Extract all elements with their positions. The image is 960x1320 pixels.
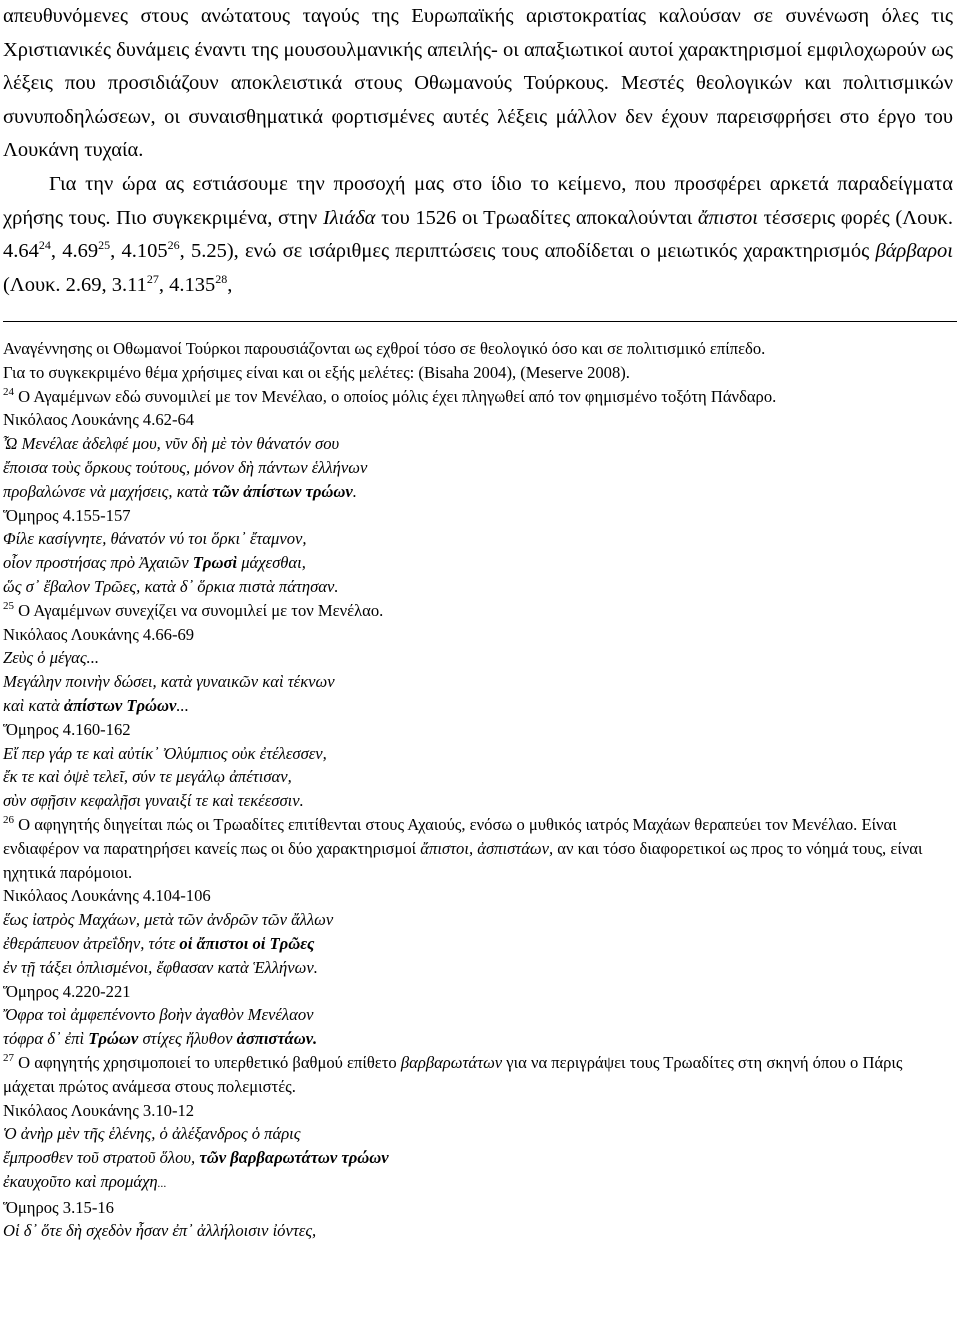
footnote-ref-28: 28 — [215, 271, 228, 286]
paragraph-2-text: , 4.105 — [110, 240, 168, 263]
quote-text: ἐκαυχοῦτο καὶ προμάχη — [3, 1171, 158, 1191]
footnote-text: αν και τόσο διαφορετικοί ως προς το νόημά τους, είναι ηχητικά παρόμοιοι. — [3, 838, 923, 882]
homer-line — [3, 551, 958, 575]
footnote-continued: Αναγέννησης οι Οθωμανοί Τούρκοι παρουσιάζονται ως εχθροί τόσο σε θεολογικό όσο και σε πολιτισμικό επίπεδο. — [3, 339, 766, 358]
footnote-ref-25: 25 — [98, 238, 111, 253]
quote-line: Ὁ ἀνὴρ μὲν τῆς ἑλένης, ὁ ἀλέξανδρος ὁ πάρις — [3, 1124, 301, 1144]
footnote-24 — [3, 385, 958, 409]
homer-source: Ὅμηρος 3.15-16 — [3, 1197, 114, 1217]
quote-text: . — [352, 481, 357, 501]
quote-text: ... — [176, 695, 189, 715]
footnote-separator — [3, 321, 957, 322]
homer-line: σὺν σφῇσιν κεφαλῇσι γυναιξί τε καὶ τεκέεσσιν. — [3, 791, 304, 811]
quote-text: προβαλώνσε νὰ μαχήσεις, κατὰ — [3, 481, 213, 501]
term-barbaroi: βάρβαροι — [875, 240, 954, 263]
quote-emphasis: τῶν βαρβαρωτάτων τρώων — [199, 1148, 389, 1168]
quote-text: τόφρα δ᾽ ἐπὶ — [3, 1029, 89, 1049]
homer-line: ἔκ τε καὶ ὀψὲ τελεῖ, σύν τε μεγάλῳ ἀπέτισαν, — [3, 767, 292, 787]
quote-text: ... — [157, 1175, 167, 1190]
homer-source: Ὅμηρος 4.155-157 — [3, 505, 131, 525]
quote-line — [3, 694, 958, 718]
footnotes — [3, 337, 958, 1243]
footnote-continued-refs: Για το συγκεκριμένο θέμα χρήσιμες είναι και οι εξής μελέτες: (Bisaha 2004), (Meserve 2008). — [3, 362, 630, 382]
footnote-ref-27: 27 — [146, 271, 159, 286]
paragraph-1 — [3, 0, 953, 168]
paragraph-1-text: απευθυνόμενες στους ανώτατους ταγούς της Ευρωπαϊκής αριστοκρατίας καλούσαν σε συνένωση όλες τις Χριστιανικές δυνάμεις έναντι της μουσουλμανικής απειλής- οι απαξιωτικοί αυτοί χαρακτηρισμοί εμφιλοχωρούν ως λέξεις που προσιδιάζουν αποκλειστικά στους Οθωμανούς Τούρκους. Μεστές θεολογικών και πολιτισμικών συνυποδηλώσεων, οι συναισθηματικά φορτισμένες αυτές λέξεις μάλλον δεν έχουν παρεισφρήσει στο έργο του Λουκάνη τυχαία. — [3, 5, 953, 162]
quote-source: Νικόλαος Λουκάνης 4.66-69 — [3, 624, 195, 644]
paragraph-2-text: , — [227, 273, 233, 296]
quote-emphasis: Τρωσὶ — [192, 553, 238, 573]
quote-text: ἐθεράπευον ἀτρεΐδην, τότε — [3, 933, 180, 953]
quote-text: ἔμπροσθεν τοῦ στρατοῦ ὅλου, — [3, 1148, 200, 1168]
homer-source: Ὅμηρος 4.220-221 — [3, 981, 131, 1001]
paragraph-2-text: τέσσερις φορές (Λουκ. 4.64 — [3, 206, 953, 263]
paragraph-2-text: (Λουκ. 2.69, 3.11 — [3, 273, 147, 296]
footnote-number: 26 — [3, 813, 14, 826]
footnote-25 — [3, 599, 958, 623]
quote-source: Νικόλαος Λουκάνης 4.104-106 — [3, 886, 211, 906]
quote-source: Νικόλαος Λουκάνης 3.10-12 — [3, 1100, 195, 1120]
quote-line — [3, 1170, 958, 1196]
homer-line: Εἴ περ γάρ τε καὶ αὐτίκ᾽ Ὀλύμπιος οὐκ ἐτέλεσσεν, — [3, 743, 327, 763]
quote-text: καὶ κατὰ — [3, 695, 64, 715]
paragraph-2-text: του 1526 οι Τρωαδίτες αποκαλούνται — [375, 206, 698, 229]
quote-emphasis: οἱ ἄπιστοι οἱ Τρῶες — [179, 933, 315, 953]
quote-text: μάχεσθαι, — [237, 553, 306, 573]
footnote-terms: ἄπιστοι, ἀσπιστάων, — [420, 838, 554, 858]
paragraph-2 — [3, 168, 953, 302]
homer-line: Οἱ δ᾽ ὅτε δὴ σχεδὸν ἦσαν ἐπ᾽ ἀλλήλοισιν ἰόντες, — [3, 1221, 317, 1241]
quote-line — [3, 480, 958, 504]
footnote-ref-26: 26 — [167, 238, 180, 253]
footnote-number: 25 — [3, 599, 14, 612]
footnote-text: για να περιγράψει τους Τρωαδίτες στη σκηνή όπου ο Πάρις μάχεται πρώτος ανάμεσα στους πολεμιστές. — [3, 1052, 903, 1096]
quote-line: Ὦ Μενέλαε ἀδελφέ μου, νῦν δὴ μὲ τὸν θάνατόν σου — [3, 434, 340, 454]
quote-text: στίχες ἤλυθον — [138, 1029, 237, 1049]
footnote-number: 27 — [3, 1051, 14, 1064]
footnote-text: Ο αφηγητής διηγείται πώς οι Τρωαδίτες επιτίθενται στους Αχαιούς, ενόσω ο μυθικός ιατρός Μαχάων θεραπεύει τον Μενέλαο. Είναι ενδιαφέρον να παρατηρήσει κανείς πως οι δύο χαρακτηρισμοί — [3, 814, 897, 858]
quote-line: Μεγάλην ποινὴν δώσει, κατὰ γυναικῶν καὶ τέκνων — [3, 672, 335, 692]
quote-emphasis: τῶν ἀπίστων τρώων — [212, 481, 353, 501]
quote-line: Ζεὺς ὁ μέγας... — [3, 648, 100, 668]
homer-source: Ὅμηρος 4.160-162 — [3, 719, 131, 739]
homer-line: Φίλε κασίγνητε, θάνατόν νύ τοι ὅρκι᾽ ἔταμνον, — [3, 529, 307, 549]
footnote-text: Ο Αγαμέμνων συνεχίζει να συνομιλεί με τον Μενέλαο. — [14, 600, 384, 620]
footnote-26 — [3, 813, 958, 884]
quote-emphasis: ἀσπιστάων. — [236, 1029, 318, 1049]
footnote-term: βαρβαρωτάτων — [400, 1052, 503, 1072]
quote-line: ἔποισα τοὺς ὅρκους τούτους, μόνον δὴ πάντων ἑλλήνων — [3, 457, 368, 477]
paragraph-2-text: , 4.69 — [50, 240, 99, 263]
quote-line: ἕως ἰατρὸς Μαχάων, μετὰ τῶν ἀνδρῶν τῶν ἄλλων — [3, 910, 334, 930]
footnote-text: Ο αφηγητής χρησιμοποιεί το υπερθετικό βαθμού επίθετο — [14, 1052, 401, 1072]
footnote-number: 24 — [3, 385, 14, 398]
footnote-ref-24: 24 — [38, 238, 51, 253]
quote-source: Νικόλαος Λουκάνης 4.62-64 — [3, 410, 195, 430]
quote-line — [3, 932, 958, 956]
term-apistoi: ἄπιστοι — [697, 206, 758, 229]
homer-line — [3, 1027, 958, 1051]
homer-line: Ὄφρα τοὶ ἀμφεπένοντο βοὴν ἀγαθὸν Μενέλαον — [3, 1005, 314, 1025]
paragraph-2-text: , 5.25), ενώ σε ισάριθμες περιπτώσεις τους αποδίδεται ο μειωτικός χαρακτηρισμός — [179, 240, 876, 263]
iliad-title: Ιλιάδα — [322, 206, 376, 229]
quote-emphasis: Τρώων — [88, 1029, 139, 1049]
quote-line: ἐν τῇ τάξει ὁπλισμένοι, ἔφθασαν κατὰ Ἑλλήνων. — [3, 957, 318, 977]
homer-line: ὥς σ᾽ ἔβαλον Τρῶες, κατὰ δ᾽ ὅρκια πιστὰ πάτησαν. — [3, 576, 339, 596]
footnote-27 — [3, 1051, 958, 1099]
paragraph-2-text: Για την ώρα ας εστιάσουμε την προσοχή μας στο ίδιο το κείμενο, που προσφέρει αρκετά παραδείγματα χρήσης τους. Πιο συγκεκριμένα, στην — [3, 172, 953, 229]
quote-line — [3, 1146, 958, 1170]
quote-text: οἶον προστήσας πρὸ Ἀχαιῶν — [3, 553, 193, 573]
footnote-text: Ο Αγαμέμνων εδώ συνομιλεί με τον Μενέλαο, ο οποίος μόλις έχει πληγωθεί από τον φημισμένο τοξότη Πάνδαρο. — [14, 386, 777, 406]
quote-emphasis: ἀπίστων Τρώων — [63, 695, 177, 715]
paragraph-2-text: , 4.135 — [158, 273, 216, 296]
main-text — [3, 0, 953, 302]
